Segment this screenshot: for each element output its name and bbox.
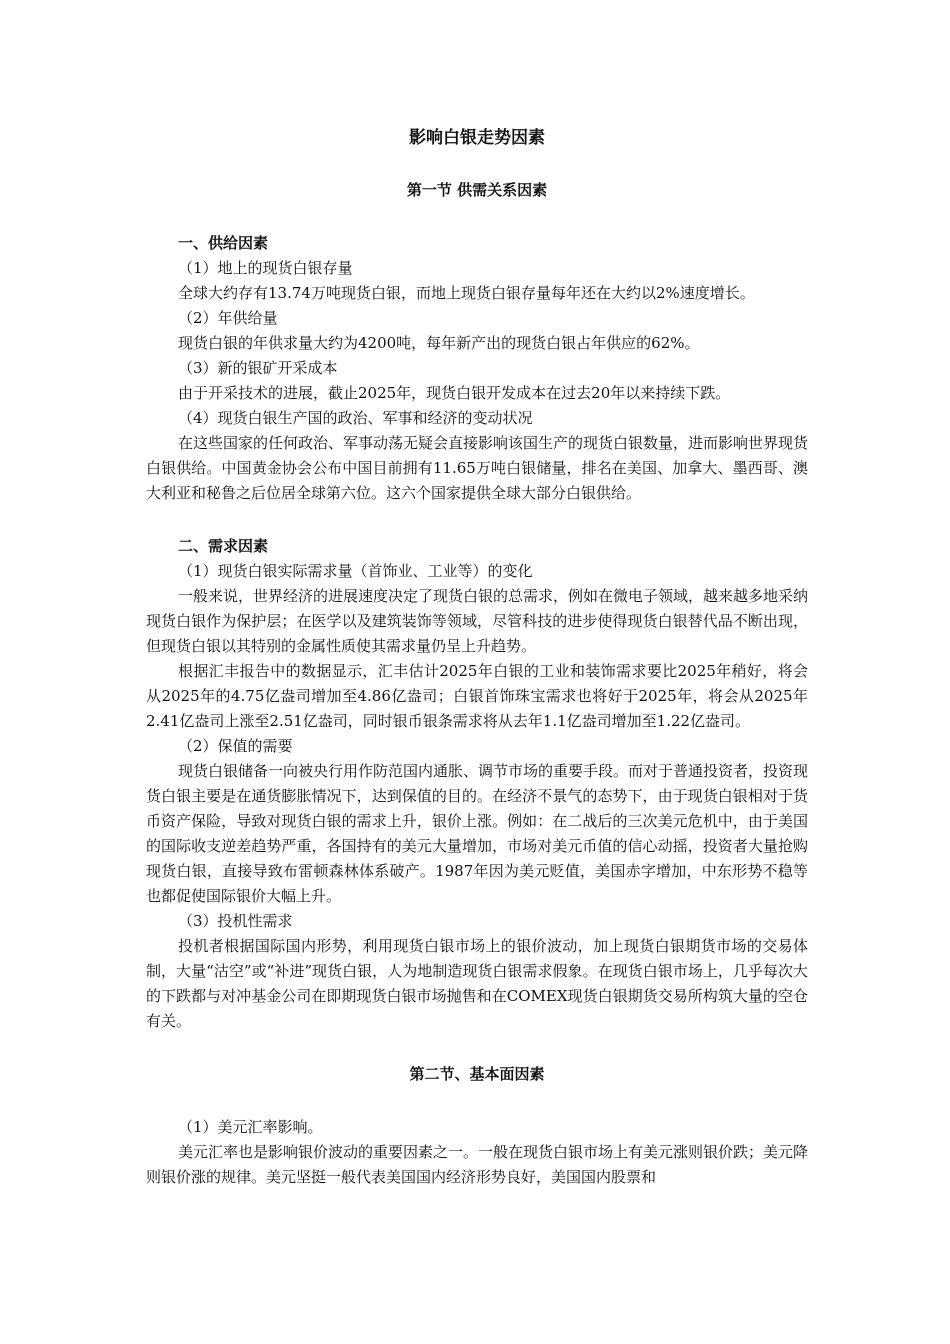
supply-item-3: （3）新的银矿开采成本 (178, 359, 338, 377)
supply-item-4: （4）现货白银生产国的政治、军事和经济的变动状况 (178, 409, 533, 427)
supply-paragraph-4: 在这些国家的任何政治、军事动荡无疑会直接影响该国生产的现货白银数量，进而影响世界现货白银供给。中国黄金协会公布中国目前拥有11.65万吨白银储量，排名在美国、加拿大、墨西哥、澳大利亚和秘鲁之后位居全球第六位。这六个国家提供全球大部分白银供给。 (146, 434, 809, 502)
supply-paragraph-2: 现货白银的年供求量大约为4200吨，每年新产出的现货白银占年供应的62%。 (178, 334, 700, 352)
supply-paragraph-1: 全球大约存有13.74万吨现货白银，而地上现货白银存量每年还在大约以2%速度增长。 (178, 284, 755, 302)
demand-paragraph-3: 投机者根据国际国内形势，利用现货白银市场上的银价波动，加上现货白银期货市场的交易体制，大量“沽空”或“补进”现货白银，人为地制造现货白银需求假象。在现货白银市场上，几乎每次大的下跌都与对冲基金公司在即期现货白银市场抛售和在COMEX现货白银期货交易所构筑大量的空仓有关。 (146, 937, 808, 1030)
demand-item-1: （1）现货白银实际需求量（首饰业、工业等）的变化 (178, 562, 533, 580)
demand-item-2: （2）保值的需要 (178, 737, 293, 755)
supply-item-2: （2）年供给量 (178, 309, 278, 327)
document-body (146, 118, 808, 1190)
section-2-title: 第二节、基本面因素 (409, 1065, 545, 1083)
demand-paragraph-2: 现货白银储备一向被央行用作防范国内通胀、调节市场的重要手段。而对于普通投资者，投资现货白银主要是在通货膨胀情况下，达到保值的目的。在经济不景气的态势下，由于现货白银相对于货币资产保险，导致对现货白银的需求上升，银价上涨。例如：在二战后的三次美元危机中，由于美国的国际收支逆差趋势严重，各国持有的美元大量增加，市场对美元币值的信心动摇，投资者大量抢购现货白银，直接导致布雷顿森林体系破产。1987年因为美元贬值，美国赤字增加，中东形势不稳等也都促使国际银价大幅上升。 (146, 762, 809, 905)
basics-item-1: （1）美元汇率影响。 (178, 1118, 323, 1136)
supply-paragraph-3: 由于开采技术的进展，截止2025年，现货白银开发成本在过去20年以来持续下跌。 (178, 384, 731, 402)
demand-paragraph-1a: 一般来说，世界经济的进展速度决定了现货白银的总需求，例如在微电子领域，越来越多地采纳现货白银作为保护层；在医学以及建筑装饰等领域，尽管科技的进步使得现货白银替代品不断出现，但现货白银以其特别的金属性质使其需求量仍呈上升趋势。 (146, 587, 809, 655)
demand-item-3: （3）投机性需求 (178, 912, 293, 930)
section-1-title: 第一节 供需关系因素 (406, 181, 548, 199)
supply-item-1: （1）地上的现货白银存量 (178, 259, 353, 277)
basics-paragraph-1: 美元汇率也是影响银价波动的重要因素之一。一般在现货白银市场上有美元涨则银价跌；美元降则银价涨的规律。美元坚挺一般代表美国国内经济形势良好，美国国内股票和 (146, 1143, 809, 1186)
demand-paragraph-1b: 根据汇丰报告中的数据显示，汇丰估计2025年白银的工业和装饰需求要比2025年稍好，将会从2025年的4.75亿盎司增加至4.86亿盎司；白银首饰珠宝需求也将好于2025年，将会从2025年2.41亿盎司上涨至2.51亿盎司，同时银币银条需求将从去年1.1亿盎司增加至1.22亿盎司。 (146, 662, 808, 730)
document-title: 影响白银走势因素 (409, 128, 545, 148)
supply-heading: 一、供给因素 (178, 234, 269, 252)
demand-heading: 二、需求因素 (178, 537, 269, 555)
